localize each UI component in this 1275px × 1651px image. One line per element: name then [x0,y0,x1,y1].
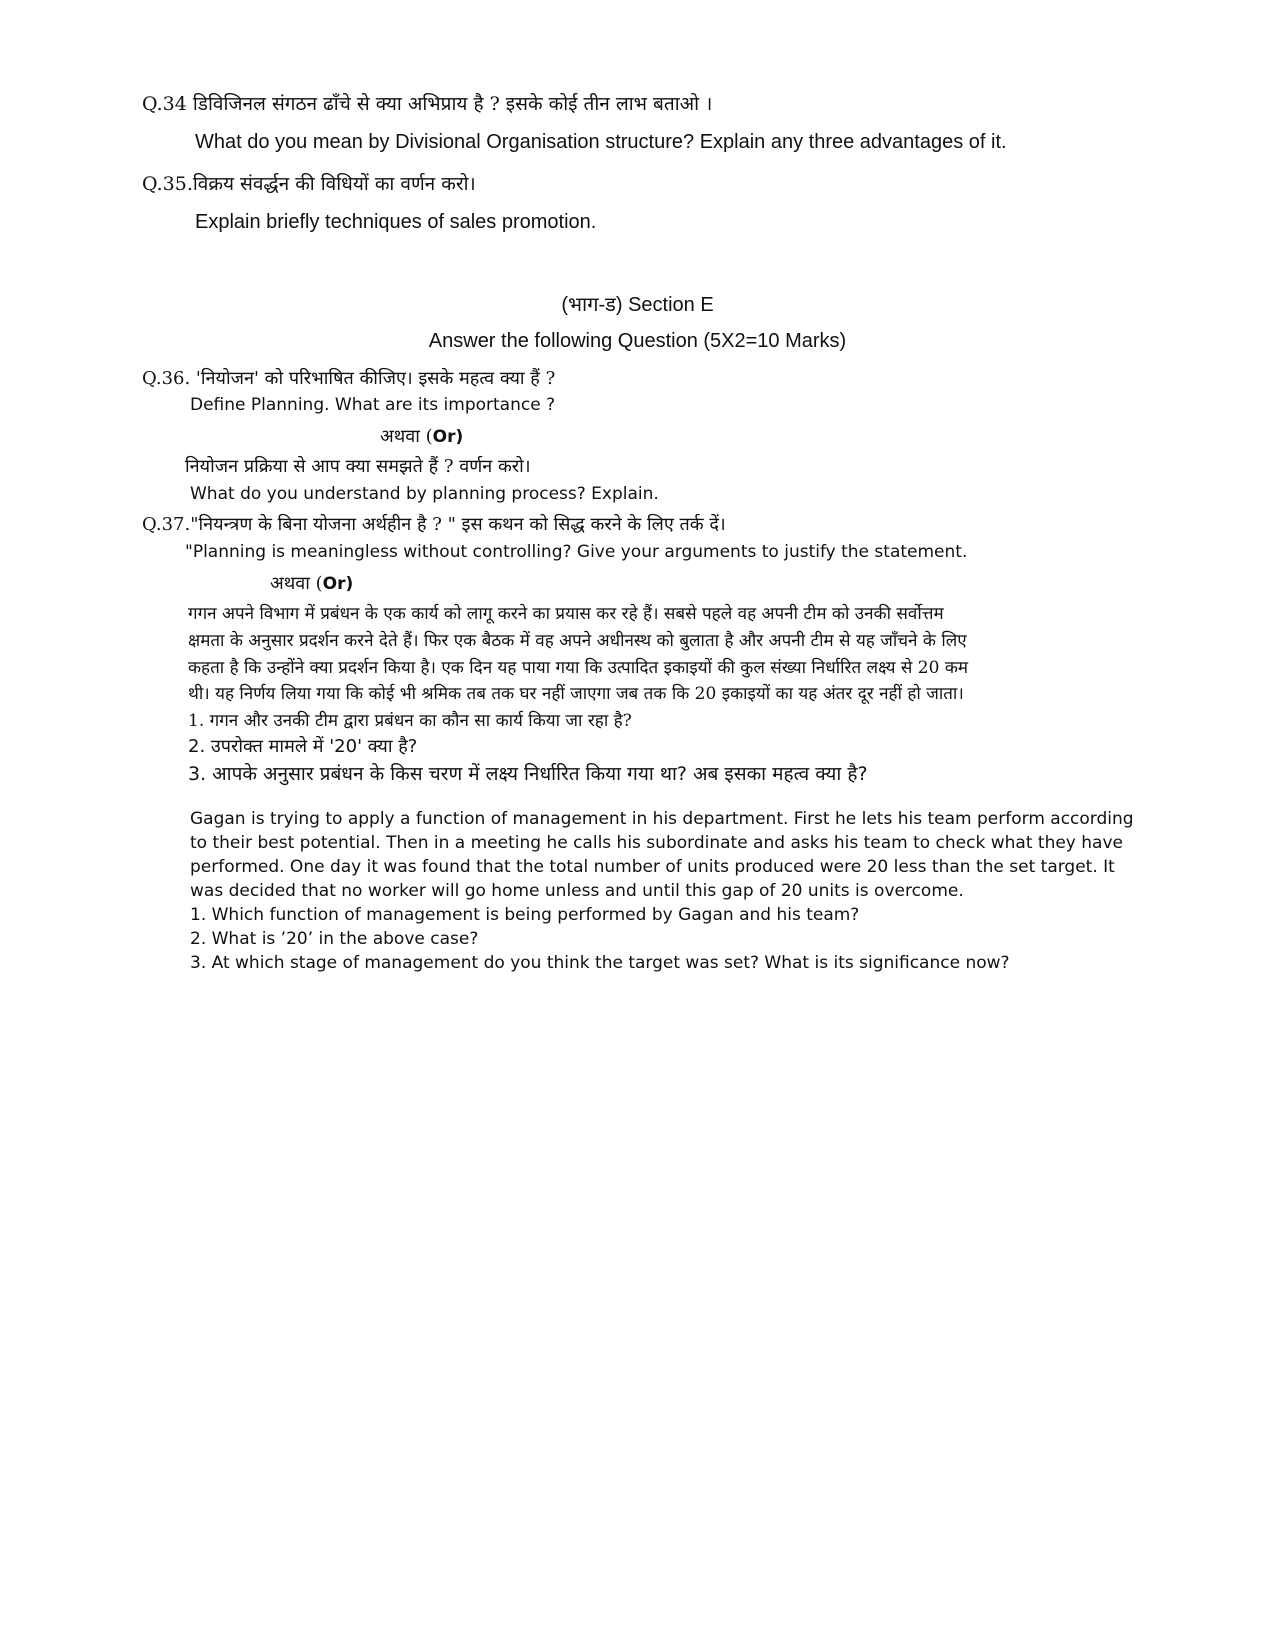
q37-hindi: Q.37."नियन्त्रण के बिना योजना अर्थहीन है ? " इस कथन को सिद्ध करने के लिए तर्क दें। [142,514,726,535]
case-english-q2: 2. What is ’20’ in the above case? [190,929,479,949]
case-english-line-1: Gagan is trying to apply a function of management in his department. First he lets his team perform according [190,809,1134,829]
case-english-line-2: to their best potential. Then in a meeting he calls his subordinate and asks his team to check what they have [190,833,1123,853]
q37-english: "Planning is meaningless without controlling? Give your arguments to justify the statement. [185,542,968,562]
case-hindi-line-4: थी। यह निर्णय लिया गया कि कोई भी श्रमिक तब तक घर नहीं जाएगा जब तक कि 20 इकाइयों का यह अंतर दूर नहीं हो जाता। [188,684,964,704]
q35-hindi: Q.35.विक्रय संवर्द्धन की विधियों का वर्णन करो। [142,173,476,195]
q34-hindi: Q.34 डिविजिनल संगठन ढाँचे से क्या अभिप्राय है ? इसके कोई तीन लाभ बताओ । [142,93,713,115]
case-english-line-4: was decided that no worker will go home unless and until this gap of 20 units is overcome. [190,881,964,901]
case-hindi-line-3: कहता है कि उन्होंने क्या प्रदर्शन किया है। एक दिन यह पाया गया कि उत्पादित इकाइयों की कुल संख्या निर्धारित लक्ष्य से 20 कम [188,658,969,678]
case-english-line-3: performed. One day it was found that the total number of units produced were 20 less than the set target. It [190,857,1115,877]
q36-alt-hindi: नियोजन प्रक्रिया से आप क्या समझते हैं ? वर्णन करो। [185,456,531,477]
q36-alt-english: What do you understand by planning process? Explain. [190,484,659,504]
case-english-q1: 1. Which function of management is being performed by Gagan and his team? [190,905,860,925]
q36-hindi: Q.36. 'नियोजन' को परिभाषित कीजिए। इसके महत्व क्या हैं ? [142,368,556,389]
q37-or: अथवा (Or) [270,573,354,594]
section-instruction: Answer the following Question (5X2=10 Marks) [428,330,847,352]
case-hindi-q1: 1. गगन और उनकी टीम द्वारा प्रबंधन का कौन सा कार्य किया जा रहा है? [188,711,632,731]
q36-or: अथवा (Or) [380,426,464,447]
q34-english: What do you mean by Divisional Organisation structure? Explain any three advantages of it. [195,131,1007,153]
q35-english: Explain briefly techniques of sales promotion. [195,211,597,233]
q36-english: Define Planning. What are its importance ? [190,395,556,415]
case-hindi-q2: 2. उपरोक्त मामले में '20' क्या है? [188,736,418,757]
case-hindi-line-1: गगन अपने विभाग में प्रबंधन के एक कार्य को लागू करने का प्रयास कर रहे हैं। सबसे पहले वह अपनी टीम को उनकी सर्वोत्तम [188,604,944,624]
section-title: (भाग-ड) Section E [561,294,714,316]
case-english-q3: 3. At which stage of management do you think the target was set? What is its significance now? [190,953,1010,973]
case-hindi-q3: 3. आपके अनुसार प्रबंधन के किस चरण में लक्ष्य निर्धारित किया गया था? अब इसका महत्व क्या है? [188,763,868,785]
case-hindi-line-2: क्षमता के अनुसार प्रदर्शन करने देते हैं। फिर एक बैठक में वह अपने अधीनस्थ को बुलाता है और अपनी टीम से यह जाँचने के लिए [188,631,967,651]
